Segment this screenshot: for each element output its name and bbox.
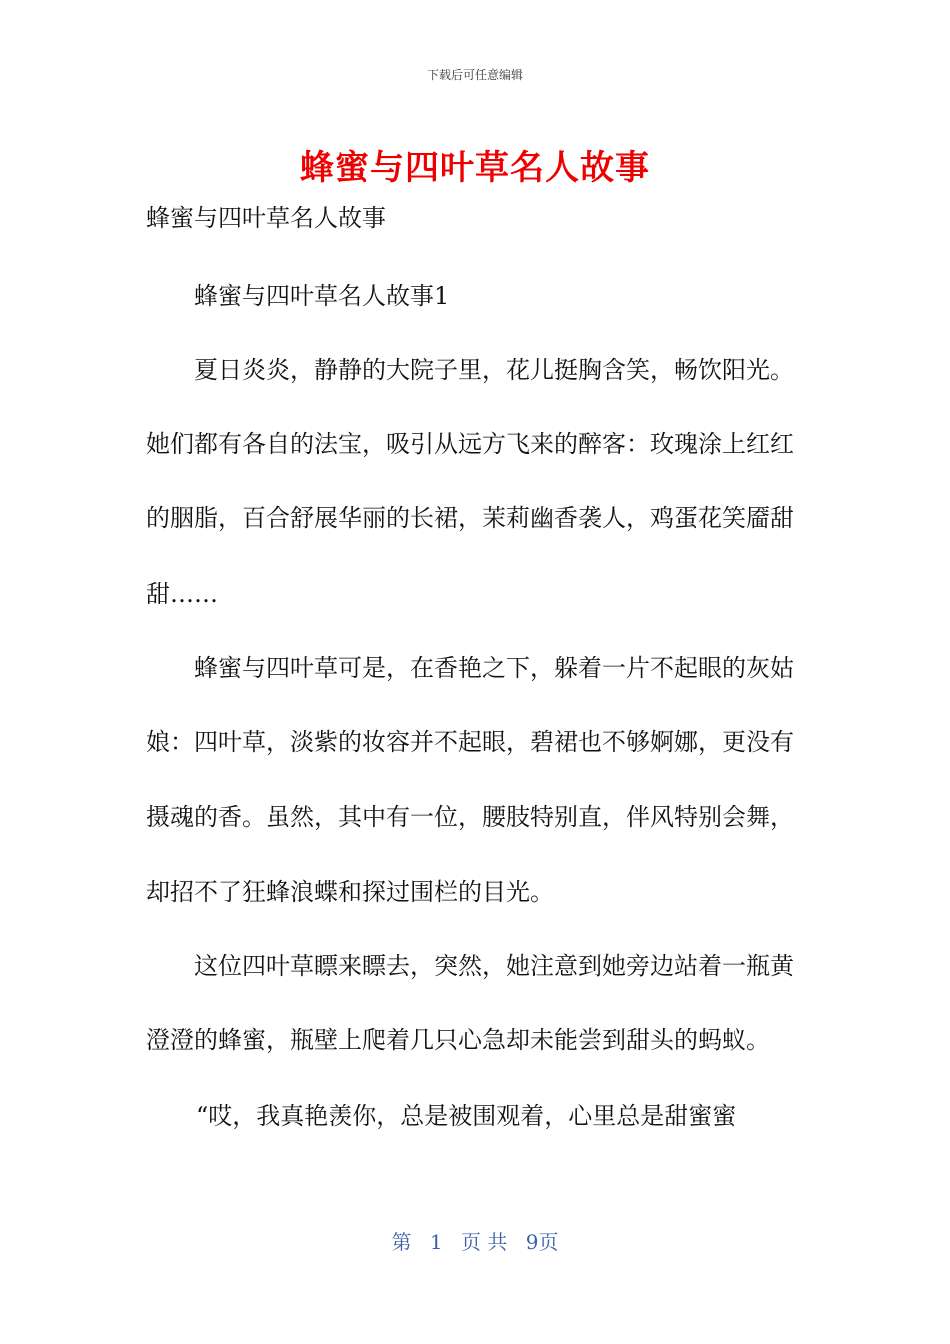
footer-prefix: 第: [391, 1230, 412, 1254]
story-heading: 蜂蜜与四叶草名人故事1: [194, 282, 450, 310]
paragraph-line: 这位四叶草瞟来瞟去，突然，她注意到她旁边站着一瓶黄: [194, 952, 794, 980]
subtitle-line: 蜂蜜与四叶草名人故事: [146, 204, 386, 232]
paragraph-line: 摄魂的香。虽然，其中有一位，腰肢特别直，伴风特别会舞，: [146, 803, 794, 831]
paragraph-line: 却招不了狂蜂浪蝶和探过围栏的目光。: [146, 878, 554, 906]
footer-page-number: 1: [429, 1230, 443, 1254]
footer-total-pages: 9页: [525, 1230, 559, 1254]
header-note: 下载后可任意编辑: [426, 68, 523, 82]
paragraph-line: 娘：四叶草，淡紫的妆容并不起眼，碧裙也不够婀娜，更没有: [146, 728, 794, 756]
paragraph-line: 她们都有各自的法宝，吸引从远方飞来的醉客：玫瑰涂上红红: [146, 430, 794, 458]
footer-mid: 页 共: [461, 1230, 508, 1254]
paragraph-line: 蜂蜜与四叶草可是，在香艳之下，躲着一片不起眼的灰姑: [194, 654, 794, 682]
document-title: 蜂蜜与四叶草名人故事: [300, 148, 650, 188]
paragraph-line: “哎，我真艳羡你，总是被围观着，心里总是甜蜜蜜: [196, 1102, 737, 1130]
paragraph-line: 夏日炎炎，静静的大院子里，花儿挺胸含笑，畅饮阳光。: [194, 356, 794, 384]
paragraph-line: 澄澄的蜂蜜，瓶壁上爬着几只心急却未能尝到甜头的蚂蚁。: [146, 1026, 770, 1054]
paragraph-line: 甜……: [146, 580, 218, 608]
paragraph-line: 的胭脂，百合舒展华丽的长裙，茉莉幽香袭人，鸡蛋花笑靥甜: [146, 504, 794, 532]
page-footer: [0, 1226, 950, 1255]
